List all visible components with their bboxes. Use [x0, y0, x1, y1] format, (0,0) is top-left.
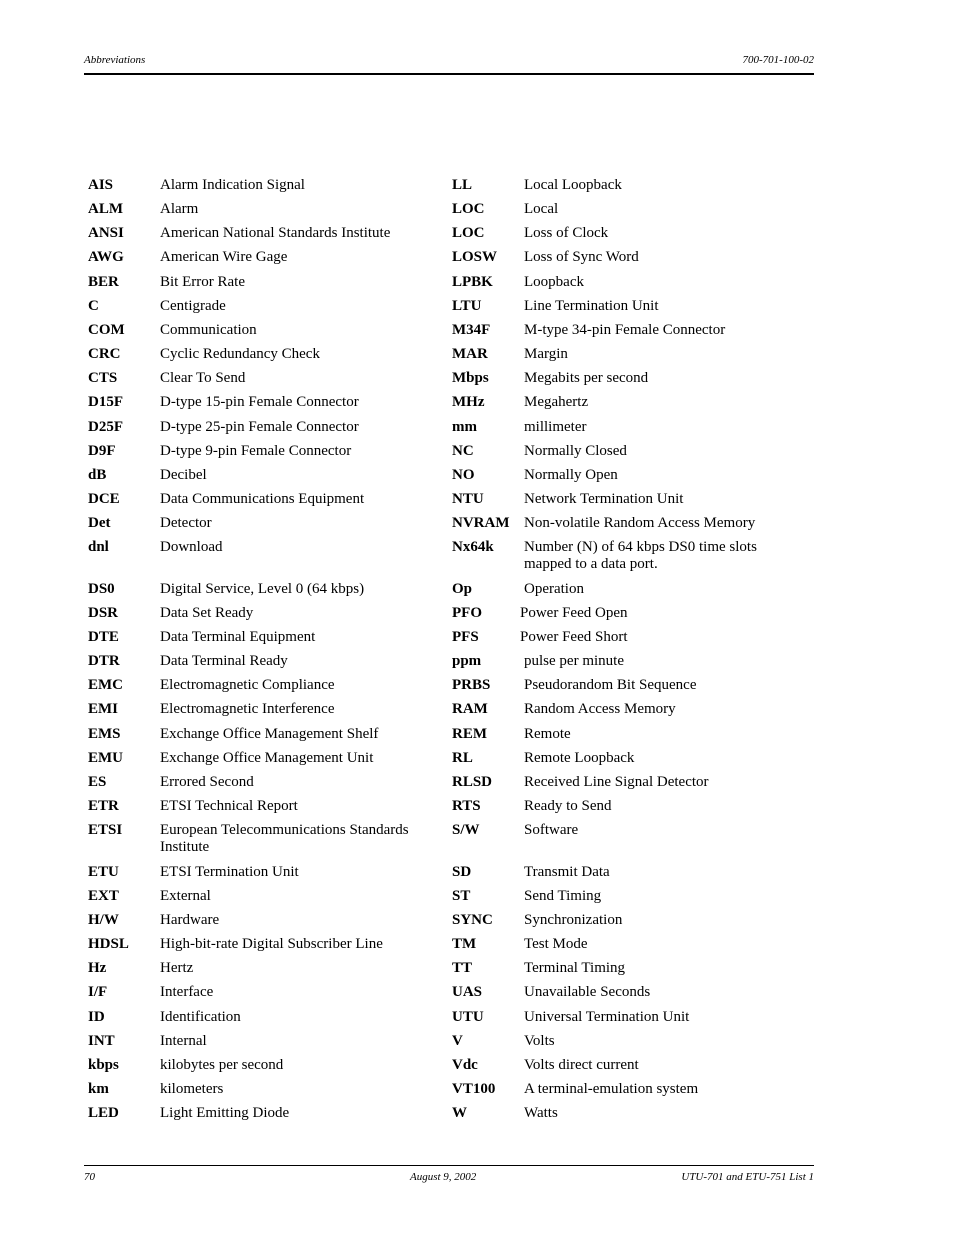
right-definition: Margin [524, 346, 568, 362]
right-abbreviation: LOSW [452, 249, 498, 265]
right-definition: Transmit Data [524, 864, 610, 880]
table-row [0, 864, 954, 888]
right-definition: M-type 34-pin Female Connector [524, 322, 726, 338]
header-rule [84, 73, 814, 75]
right-definition: Local [524, 201, 559, 217]
right-definition: Non-volatile Random Access Memory [524, 515, 756, 531]
right-abbreviation: V [452, 1033, 463, 1049]
right-abbreviation: NVRAM [452, 515, 510, 531]
right-abbreviation: UAS [452, 984, 483, 1000]
right-definition: Ready to Send [524, 798, 612, 814]
left-abbreviation: ETR [88, 798, 119, 814]
footer-product: UTU-701 and ETU-751 List 1 [681, 1171, 814, 1183]
right-definition: Terminal Timing [524, 960, 626, 976]
table-row [0, 1009, 954, 1033]
right-definition: millimeter [524, 419, 587, 435]
right-definition: Send Timing [524, 888, 602, 904]
left-definition: kilobytes per second [160, 1057, 284, 1073]
right-definition: Watts [524, 1105, 558, 1121]
left-definition: Centigrade [160, 298, 226, 314]
header-document-number: 700-701-100-02 [742, 54, 814, 66]
table-row [0, 515, 954, 539]
left-definition: External [160, 888, 211, 904]
right-abbreviation: SYNC [452, 912, 493, 928]
right-definition: A terminal-emulation system [524, 1081, 699, 1097]
right-abbreviation: M34F [452, 322, 491, 338]
left-definition: American National Standards Institute [160, 225, 391, 241]
left-definition: American Wire Gage [160, 249, 288, 265]
left-definition: Alarm [160, 201, 199, 217]
left-abbreviation: ANSI [88, 225, 124, 241]
left-abbreviation: D25F [88, 419, 123, 435]
right-abbreviation: Vdc [452, 1057, 478, 1073]
left-abbreviation: I/F [88, 984, 108, 1000]
table-row [0, 653, 954, 677]
left-definition: Data Set Ready [160, 605, 254, 621]
left-abbreviation: EXT [88, 888, 119, 904]
right-abbreviation: RAM [452, 701, 488, 717]
left-definition: ETSI Termination Unit [160, 864, 299, 880]
right-definition: Power Feed Open [520, 605, 628, 621]
right-abbreviation: PRBS [452, 677, 491, 693]
right-definition: Unavailable Seconds [524, 984, 651, 1000]
left-definition: Data Terminal Equipment [160, 629, 316, 645]
left-definition: Errored Second [160, 774, 254, 790]
right-definition: Loss of Clock [524, 225, 609, 241]
table-row [0, 888, 954, 912]
left-definition: ETSI Technical Report [160, 798, 298, 814]
table-row [0, 346, 954, 370]
right-abbreviation: NO [452, 467, 475, 483]
right-abbreviation: MAR [452, 346, 488, 362]
left-abbreviation: COM [88, 322, 125, 338]
left-definition: Light Emitting Diode [160, 1105, 290, 1121]
right-abbreviation: ppm [452, 653, 482, 669]
right-definition: pulse per minute [524, 653, 624, 669]
left-abbreviation: km [88, 1081, 109, 1097]
right-abbreviation: RL [452, 750, 473, 766]
left-definition: Detector [160, 515, 212, 531]
left-abbreviation: HDSL [88, 936, 129, 952]
table-row [0, 984, 954, 1008]
table-row [0, 960, 954, 984]
right-abbreviation: LOC [452, 201, 485, 217]
right-abbreviation: MHz [452, 394, 485, 410]
left-abbreviation: EMC [88, 677, 123, 693]
right-definition: Synchronization [524, 912, 623, 928]
left-abbreviation: CRC [88, 346, 121, 362]
table-row [0, 605, 954, 629]
left-definition: Bit Error Rate [160, 274, 245, 290]
left-abbreviation: DTE [88, 629, 119, 645]
left-definition: Hardware [160, 912, 220, 928]
left-definition: Communication [160, 322, 257, 338]
right-definition: Loopback [524, 274, 584, 290]
left-definition: Digital Service, Level 0 (64 kbps) [160, 581, 365, 597]
left-abbreviation: C [88, 298, 99, 314]
right-abbreviation: PFO [452, 605, 482, 621]
right-abbreviation: PFS [452, 629, 479, 645]
table-row [0, 298, 954, 322]
table-row [0, 822, 954, 855]
table-row [0, 491, 954, 515]
left-definition: European Telecommunications Standards Institute [160, 822, 409, 855]
table-row [0, 249, 954, 273]
left-definition: Data Communications Equipment [160, 491, 365, 507]
right-definition: Pseudorandom Bit Sequence [524, 677, 697, 693]
table-row [0, 912, 954, 936]
right-definition: Megahertz [524, 394, 589, 410]
left-abbreviation: Hz [88, 960, 107, 976]
left-abbreviation: CTS [88, 370, 118, 386]
right-definition: Megabits per second [524, 370, 649, 386]
left-definition: Exchange Office Management Shelf [160, 726, 379, 742]
right-definition: Power Feed Short [520, 629, 628, 645]
left-definition: Clear To Send [160, 370, 246, 386]
footer-rule [84, 1165, 814, 1166]
table-row [0, 322, 954, 346]
right-definition: Line Termination Unit [524, 298, 659, 314]
left-abbreviation: ALM [88, 201, 123, 217]
table-row [0, 726, 954, 750]
table-row [0, 539, 954, 572]
left-abbreviation: ETU [88, 864, 119, 880]
left-definition: Exchange Office Management Unit [160, 750, 374, 766]
right-abbreviation: LOC [452, 225, 485, 241]
left-definition: High-bit-rate Digital Subscriber Line [160, 936, 383, 952]
left-definition: D-type 15-pin Female Connector [160, 394, 359, 410]
right-abbreviation: SD [452, 864, 472, 880]
right-definition: Received Line Signal Detector [524, 774, 709, 790]
left-definition: Hertz [160, 960, 194, 976]
left-definition: D-type 25-pin Female Connector [160, 419, 359, 435]
right-abbreviation: LTU [452, 298, 482, 314]
table-row [0, 1033, 954, 1057]
right-abbreviation: LL [452, 177, 473, 193]
left-abbreviation: BER [88, 274, 119, 290]
right-definition: Volts direct current [524, 1057, 639, 1073]
right-abbreviation: RTS [452, 798, 481, 814]
table-row [0, 1057, 954, 1081]
left-abbreviation: ES [88, 774, 107, 790]
left-abbreviation: AWG [88, 249, 124, 265]
left-definition: Internal [160, 1033, 207, 1049]
footer-date: August 9, 2002 [410, 1171, 477, 1183]
right-definition: Operation [524, 581, 584, 597]
right-abbreviation: TM [452, 936, 477, 952]
left-definition: Decibel [160, 467, 207, 483]
left-definition: Download [160, 539, 223, 555]
right-definition: Loss of Sync Word [524, 249, 639, 265]
left-abbreviation: D9F [88, 443, 116, 459]
table-row [0, 443, 954, 467]
left-abbreviation: DSR [88, 605, 119, 621]
footer-page-number: 70 [84, 1171, 95, 1183]
table-row [0, 225, 954, 249]
right-definition: Remote Loopback [524, 750, 635, 766]
table-row [0, 677, 954, 701]
left-abbreviation: LED [88, 1105, 119, 1121]
right-definition: Universal Termination Unit [524, 1009, 690, 1025]
right-abbreviation: NTU [452, 491, 484, 507]
left-definition: kilometers [160, 1081, 224, 1097]
right-abbreviation: ST [452, 888, 471, 904]
table-row [0, 774, 954, 798]
right-definition: Local Loopback [524, 177, 622, 193]
right-abbreviation: Nx64k [452, 539, 494, 555]
left-abbreviation: DTR [88, 653, 120, 669]
left-abbreviation: dB [88, 467, 107, 483]
table-row [0, 581, 954, 605]
left-definition: Data Terminal Ready [160, 653, 288, 669]
table-row [0, 629, 954, 653]
right-definition: Software [524, 822, 579, 838]
right-definition: Number (N) of 64 kbps DS0 time slots mapped to a data port. [524, 539, 757, 572]
table-row [0, 467, 954, 491]
table-row [0, 419, 954, 443]
right-abbreviation: Mbps [452, 370, 489, 386]
table-row [0, 750, 954, 774]
table-row [0, 177, 954, 201]
table-row [0, 936, 954, 960]
left-abbreviation: EMS [88, 726, 121, 742]
right-abbreviation: W [452, 1105, 467, 1121]
right-abbreviation: VT100 [452, 1081, 496, 1097]
right-abbreviation: REM [452, 726, 487, 742]
right-abbreviation: TT [452, 960, 473, 976]
table-row [0, 1105, 954, 1129]
right-abbreviation: LPBK [452, 274, 493, 290]
left-abbreviation: DCE [88, 491, 120, 507]
left-definition: Electromagnetic Compliance [160, 677, 335, 693]
right-abbreviation: RLSD [452, 774, 493, 790]
left-abbreviation: Det [88, 515, 111, 531]
left-abbreviation: EMI [88, 701, 118, 717]
left-abbreviation: AIS [88, 177, 114, 193]
left-abbreviation: INT [88, 1033, 115, 1049]
left-abbreviation: dnl [88, 539, 109, 555]
left-abbreviation: EMU [88, 750, 123, 766]
left-definition: Cyclic Redundancy Check [160, 346, 320, 362]
table-row [0, 701, 954, 725]
table-row [0, 798, 954, 822]
left-abbreviation: H/W [88, 912, 119, 928]
table-row [0, 274, 954, 298]
left-abbreviation: ETSI [88, 822, 123, 838]
table-row [0, 201, 954, 225]
left-definition: Electromagnetic Interference [160, 701, 335, 717]
right-definition: Remote [524, 726, 571, 742]
table-row [0, 1081, 954, 1105]
right-definition: Normally Open [524, 467, 618, 483]
right-abbreviation: mm [452, 419, 477, 435]
right-abbreviation: S/W [452, 822, 480, 838]
left-abbreviation: D15F [88, 394, 123, 410]
right-definition: Volts [524, 1033, 555, 1049]
right-definition: Random Access Memory [524, 701, 676, 717]
right-definition: Network Termination Unit [524, 491, 684, 507]
right-abbreviation: UTU [452, 1009, 484, 1025]
right-abbreviation: Op [452, 581, 473, 597]
left-definition: D-type 9-pin Female Connector [160, 443, 352, 459]
left-abbreviation: DS0 [88, 581, 115, 597]
table-row [0, 370, 954, 394]
right-abbreviation: NC [452, 443, 474, 459]
table-row [0, 394, 954, 418]
header-section-title: Abbreviations [84, 54, 146, 66]
left-definition: Interface [160, 984, 214, 1000]
left-definition: Identification [160, 1009, 241, 1025]
left-abbreviation: kbps [88, 1057, 119, 1073]
right-definition: Normally Closed [524, 443, 627, 459]
left-definition: Alarm Indication Signal [160, 177, 305, 193]
right-definition: Test Mode [524, 936, 588, 952]
left-abbreviation: ID [88, 1009, 105, 1025]
